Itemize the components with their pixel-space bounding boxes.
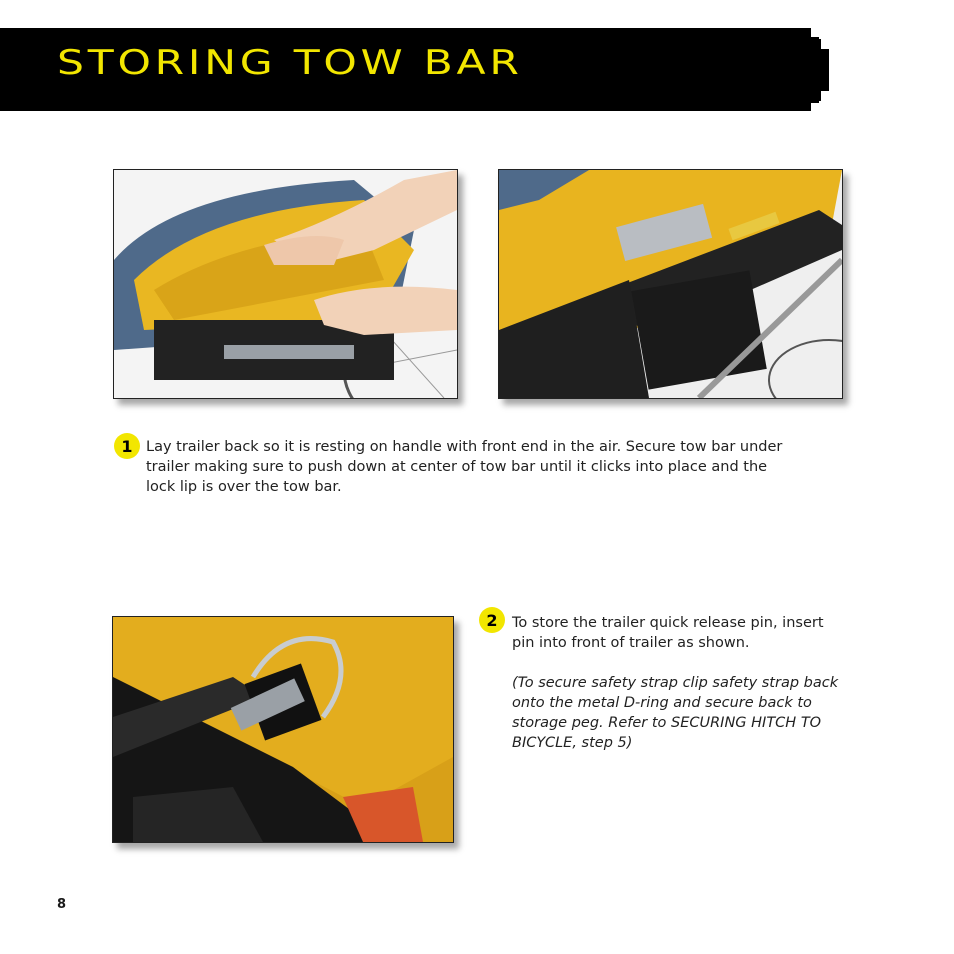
photo-tow-bar-secured (498, 169, 843, 399)
photo-quick-release-pin (112, 616, 454, 843)
step-1-badge: 1 (114, 433, 140, 459)
page-title: STORING TOW BAR (57, 43, 523, 83)
pixel-decoration-icon (800, 28, 840, 111)
step-2-badge: 2 (479, 607, 505, 633)
step-2-text: To store the trailer quick release pin, insert pin into front of trailer as shown. (512, 615, 824, 651)
step-2-note: (To secure safety strap clip safety strap back onto the metal D-ring and secure back to storage peg. Refer to SECURING HITCH TO BICYCLE, step 5) (512, 675, 839, 751)
step-1-text: Lay trailer back so it is resting on handle with front end in the air. Secure tow bar under trailer making sure to push down at center of tow bar until it clicks into place and the lock lip is over the tow bar. (146, 439, 783, 495)
photo-trailer-hands-tow-bar (113, 169, 458, 399)
page-number: 8 (57, 897, 67, 912)
